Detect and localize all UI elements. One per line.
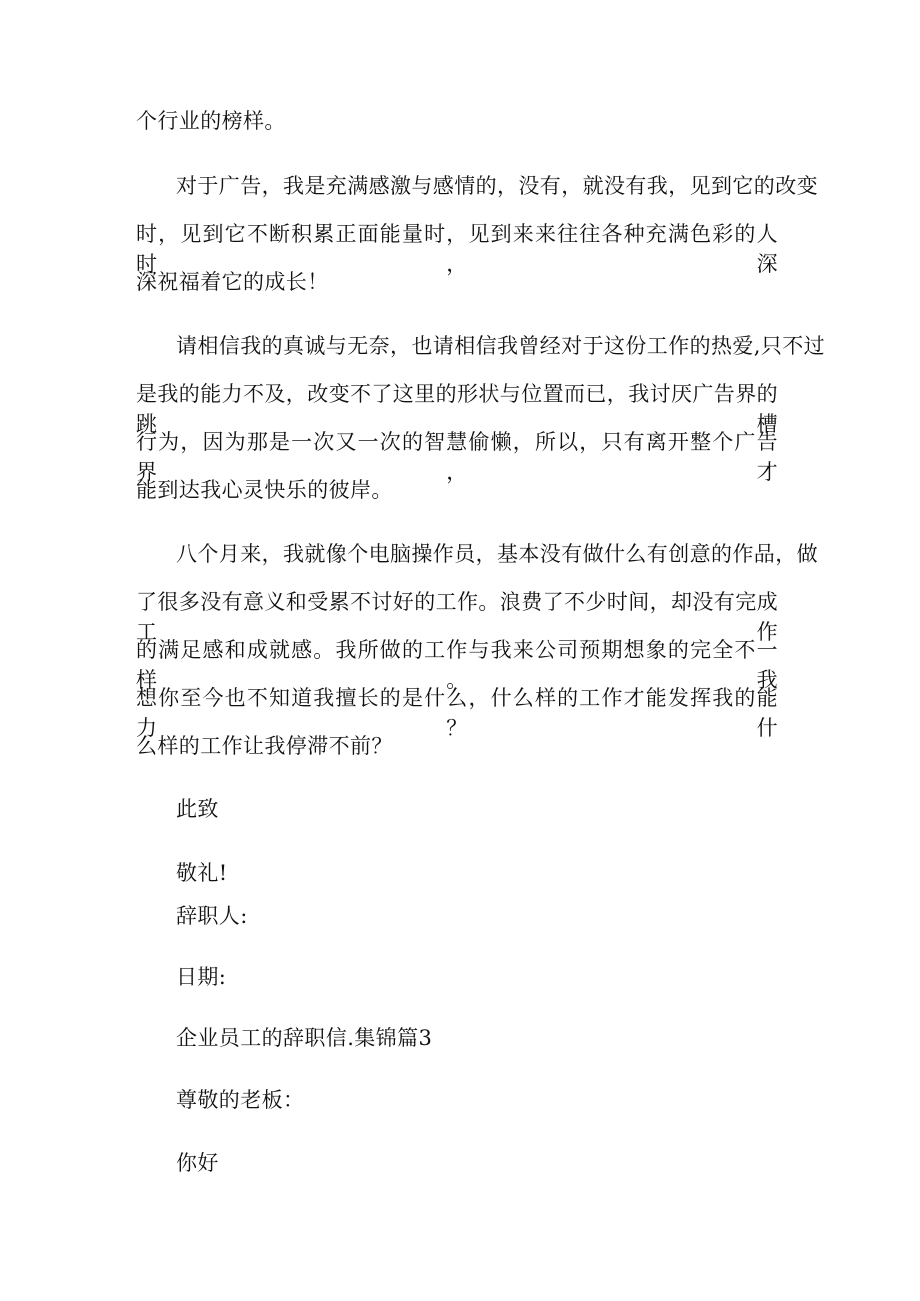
paragraph-line: 深祝福着它的成长！: [136, 270, 329, 294]
paragraph-line: 能到达我心灵快乐的彼岸。: [136, 478, 393, 502]
paragraph-line: 了很多没有意义和受累不讨好的工作。浪费了不少时间，却没有完成工作: [136, 590, 778, 644]
paragraph-line: 的满足感和成就感。我所做的工作与我来公司预期想象的完全不一样。我: [136, 638, 778, 692]
date-label: 日期:: [176, 965, 227, 989]
paragraph-line: 时，见到它不断积累正面能量时，见到来来往往各种充满色彩的人时，深: [136, 222, 778, 276]
resigner-label: 辞职人:: [176, 904, 248, 928]
paragraph-line: 想你至今也不知道我擅长的是什么，什么样的工作才能发挥我的能力？什: [136, 686, 778, 740]
paragraph-line: 请相信我的真诚与无奈，也请相信我曾经对于这份工作的热爱,只不过: [176, 334, 826, 358]
section-title: 企业员工的辞职信.集锦篇3: [176, 1026, 433, 1050]
paragraph-line: 么样的工作让我停滞不前？: [136, 734, 393, 758]
letter-greeting: 尊敬的老板：: [176, 1088, 305, 1112]
paragraph-line: 对于广告，我是充满感激与感情的，没有，就没有我，见到它的改变: [176, 174, 818, 198]
paragraph-line: 是我的能力不及，改变不了这里的形状与位置而已，我讨厌广告界的跳槽: [136, 382, 778, 436]
closing-regards: 敬礼!: [176, 861, 228, 885]
paragraph-line: 行为，因为那是一次又一次的智慧偷懒，所以，只有离开整个广告界，才: [136, 430, 778, 484]
paragraph-line: 个行业的榜样。: [136, 109, 286, 133]
paragraph-line: 八个月来，我就像个电脑操作员，基本没有做什么有创意的作品，做: [176, 542, 818, 566]
letter-hello: 你好: [176, 1151, 219, 1175]
closing-salutation: 此致: [176, 797, 219, 821]
